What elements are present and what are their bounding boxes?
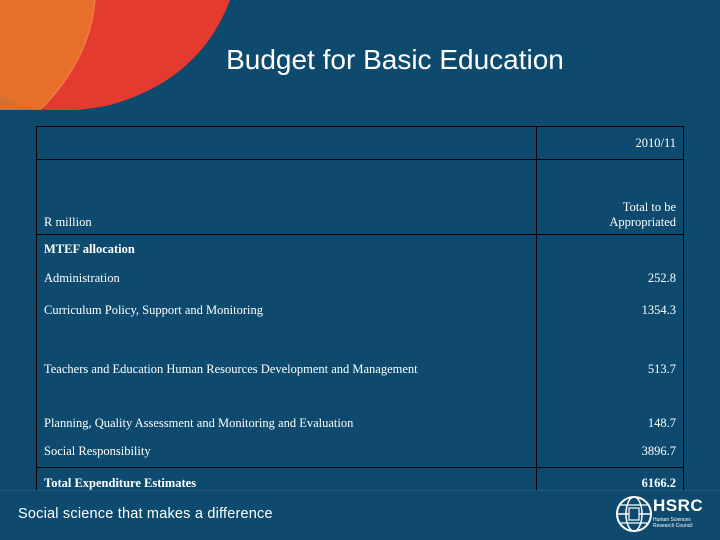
row-label-header: R million <box>37 160 537 235</box>
total-value: 6166.2 <box>537 468 684 499</box>
row-label: Administration <box>44 270 120 285</box>
row-label: Teachers and Education Human Resources Development and Management <box>44 362 418 376</box>
budget-table <box>36 126 684 499</box>
row-label: Planning, Quality Assessment and Monitoring and Evaluation <box>44 416 354 430</box>
hsrc-logo-subtitle-1: Human Sciences <box>653 517 691 523</box>
row-value: 148.7 <box>537 381 684 435</box>
hsrc-logo-name: HSRC <box>653 496 704 515</box>
year-header: 2010/11 <box>537 127 684 160</box>
table-row <box>37 263 684 293</box>
table-row-year <box>37 127 684 160</box>
row-label: Social Responsibility <box>44 443 151 458</box>
table-row-header <box>37 160 684 235</box>
year-header-blank <box>37 127 537 160</box>
footer-tagline: Social science that makes a difference <box>18 506 273 522</box>
value-header-line1: Total to be <box>622 200 676 214</box>
table-row <box>37 327 684 381</box>
section-label: MTEF allocation <box>44 241 135 256</box>
section-value-blank <box>537 235 684 264</box>
table-row <box>37 381 684 435</box>
value-header <box>537 160 684 235</box>
row-value: 3896.7 <box>537 435 684 468</box>
value-header-line2: Appropriated <box>609 215 676 229</box>
total-label: Total Expenditure Estimates <box>37 468 537 499</box>
table-row-section <box>37 235 684 264</box>
row-value: 513.7 <box>537 327 684 381</box>
hsrc-logo-subtitle-2: Research Council <box>653 523 693 529</box>
row-value: 252.8 <box>537 263 684 293</box>
slide-title: Budget for Basic Education <box>226 44 564 75</box>
row-label: Curriculum Policy, Support and Monitoring <box>44 302 263 317</box>
table-row <box>37 435 684 468</box>
table-row <box>37 293 684 327</box>
row-value: 1354.3 <box>537 293 684 327</box>
